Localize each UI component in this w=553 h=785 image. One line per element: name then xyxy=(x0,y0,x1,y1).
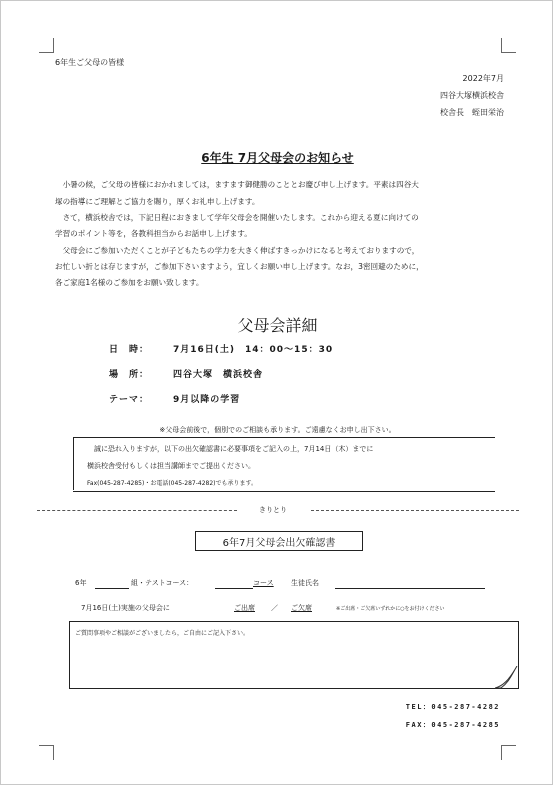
course-suffix: コース xyxy=(253,579,274,587)
detail-value-theme: 9月以降の学習 xyxy=(173,395,241,405)
body-line: さて，横浜校舎では，下記日程におきまして学年父母会を開催いたします。これから迎える夏に向けての xyxy=(55,213,419,222)
option-separator: ／ xyxy=(271,604,278,612)
body-line: お忙しい折とは存じますが，ご参加下さいますよう，宜しくお願い申し上げます。なお，3密回避のために， xyxy=(55,262,424,271)
instruction-line: 誠に恐れ入りますが，以下の出欠確認書に必要事項をご記入の上，7月14日（木）までに xyxy=(87,445,374,453)
body-line: 各ご家庭1名様のご参加をお願い致します。 xyxy=(55,278,204,287)
recipient-line: 6年生ご父母の皆様 xyxy=(55,58,125,67)
note-bottom-rule xyxy=(73,491,495,492)
detail-value-place: 四谷大塚 横浜校舎 xyxy=(173,370,264,380)
comments-label: ご質問事項やご相談がございましたら，ご自由にご記入下さい。 xyxy=(75,630,250,637)
detail-label-datetime: 日 時： xyxy=(109,345,150,355)
crop-mark-bottom-left xyxy=(39,745,54,760)
body-line: 父母会にご参加いただくことが子どもたちの学力を大きく伸ばすきっかけになると考えておりますので， xyxy=(55,246,420,255)
crop-mark-bottom-right xyxy=(501,745,516,760)
course-field[interactable] xyxy=(215,588,253,589)
form-title: 6年7月父母会出欠確認書 xyxy=(222,538,336,549)
issue-date: 2022年7月 xyxy=(462,74,504,83)
principal-name: 校舎長 蛭田栄治 xyxy=(440,108,504,117)
absent-option[interactable]: ご欠席 xyxy=(291,604,312,612)
crop-mark-top-right xyxy=(501,38,516,53)
grade-prefix: 6年 xyxy=(75,579,87,587)
body-line: 塚の指導にご理解とご協力を賜り，厚くお礼申し上げます。 xyxy=(55,197,260,206)
attendance-hint: ※ご出席・ご欠席いずれかに○をお付けください xyxy=(336,606,445,612)
contact-line: Fax(045-287-4285)・お電話(045-287-4282)でも承ります。 xyxy=(87,480,258,487)
attend-option[interactable]: ご出席 xyxy=(234,604,255,612)
form-fax: FAX：045-287-4285 xyxy=(405,721,500,729)
body-line: 小暑の候，ご父母の皆様におかれましては，ますます御健勝のこととお慶び申し上げます。平素は四谷大 xyxy=(55,180,419,189)
detail-value-datetime: 7月16日(土) 14：00〜15：30 xyxy=(173,345,334,355)
note-left-rule xyxy=(73,437,74,490)
instruction-line: 横浜校舎受付もしくは担当講師までご提出ください。 xyxy=(87,462,255,470)
notice-title: 6年生 7月父母会のお知らせ xyxy=(201,151,354,165)
student-name-label: 生徒氏名 xyxy=(291,579,319,587)
body-line: 学習のポイント等を，各教科担当からお話申し上げます。 xyxy=(55,229,252,238)
attendance-prefix: 7月16日(土)実施の父母会に xyxy=(81,604,170,612)
student-name-field[interactable] xyxy=(335,588,485,589)
form-tel: TEL：045-287-4282 xyxy=(405,703,500,711)
school-name: 四谷大塚横浜校舎 xyxy=(440,91,504,100)
class-field[interactable] xyxy=(95,588,129,589)
crop-mark-top-left xyxy=(39,38,54,53)
detail-label-theme: テーマ： xyxy=(109,395,150,405)
cutline-right xyxy=(311,510,519,511)
consultation-note: ※父母会前後で，個別でのご相談も承ります。ご遠慮なくお申し出下さい。 xyxy=(159,426,396,434)
note-top-rule xyxy=(73,437,495,438)
cutline-label: きりとり xyxy=(259,506,287,514)
cutline-left xyxy=(37,510,237,511)
details-title: 父母会詳細 xyxy=(237,316,318,335)
class-course-label: 組・テストコース： xyxy=(131,579,194,587)
page-curl-icon xyxy=(495,666,519,690)
detail-label-place: 場 所： xyxy=(109,370,150,380)
